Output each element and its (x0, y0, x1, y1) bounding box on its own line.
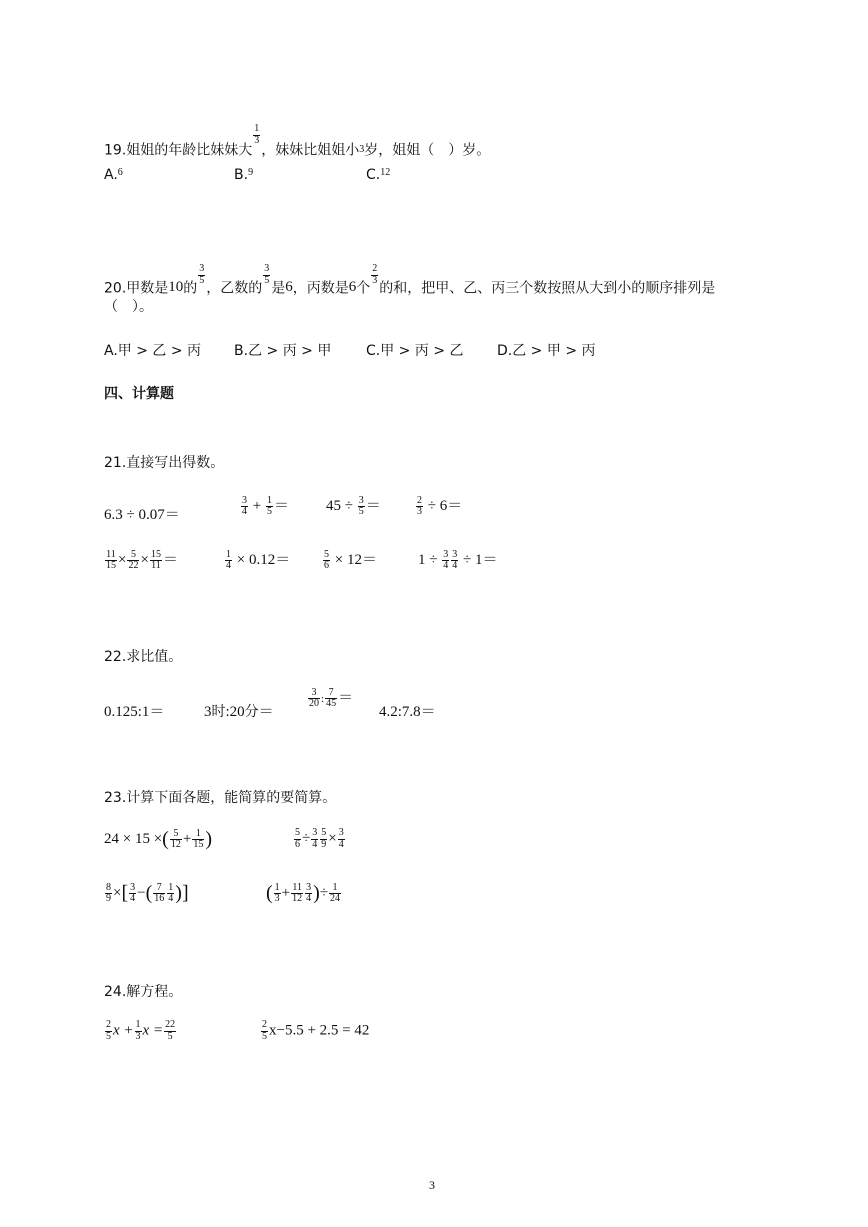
q24-equation-1: $\frac{2}{5}$ x + $\frac{1}{3}$ x = $\frac{22}{5}$ (106, 1019, 176, 1042)
q22-expr-2: 3时:20分＝ (204, 704, 274, 720)
q20-option-a[interactable]: A.甲 > 乙 > 丙 (104, 343, 202, 359)
q24-equation-2: $\frac{2}{5}$ x−5.5 + 2.5 = 42 (262, 1019, 370, 1042)
q20-stem: 20.甲数是10的 $\frac{3}{5}$ ，乙数的 $\frac{3}{5}$ 是6，丙数是6个 $\frac{2}{3}$ 的和，把甲、乙、丙三个数按照从大到小的顺序排列是 (104, 263, 716, 297)
q19-text-a: 19.姐姐的年龄比妹妹大 (104, 142, 253, 159)
q21-expr-5: $\frac{11}{15}$ × $\frac{5}{22}$ × $\frac{15}{11}$ ＝ (106, 548, 178, 572)
q20-blank: （ ）。 (104, 299, 153, 315)
q21-expr-1: 6.3 ÷ 0.07＝ (104, 507, 180, 523)
q20-option-d[interactable]: D.乙 > 甲 > 丙 (497, 343, 596, 359)
q20-option-b[interactable]: B.乙 > 丙 > 甲 (234, 343, 332, 359)
q23-expr-4: ( $\frac{1}{3}$ + $\frac{11}{12}$ $\frac{3}{4}$ )÷ $\frac{1}{24}$ (266, 881, 341, 904)
q19-text-c: 岁，姐姐（ ）岁。 (364, 142, 491, 159)
q19-fraction: $\frac{1}{3}$ (254, 123, 260, 146)
q22-title: 22.求比值。 (104, 649, 183, 665)
q21-expr-3: 45 ÷ $\frac{3}{5}$ ＝ (326, 494, 381, 518)
q23-title: 23.计算下面各题，能简算的要简算。 (104, 790, 337, 806)
q22-expr-1: 0.125:1＝ (104, 704, 165, 720)
q21-expr-7: $\frac{5}{6}$ × 12＝ (324, 548, 377, 572)
q19-text-b: ，妹妹比姐姐小 (261, 142, 360, 159)
q20-fraction-2: $\frac{3}{5}$ (264, 263, 270, 286)
q19-option-c[interactable]: C.$^{12}$ (366, 167, 391, 183)
q20-fraction-1: $\frac{3}{5}$ (199, 263, 205, 286)
q22-expr-4: 4.2:7.8＝ (379, 704, 436, 720)
q20-option-c[interactable]: C.甲 > 丙 > 乙 (366, 343, 464, 359)
q19-number-3: 3 (359, 143, 365, 155)
page-number: 3 (429, 1178, 435, 1192)
q21-expr-2: $\frac{3}{4}$ + $\frac{1}{5}$ ＝ (242, 494, 289, 518)
q21-title: 21.直接写出得数。 (104, 455, 225, 471)
q23-expr-2: $\frac{5}{6}$ ÷ $\frac{3}{4}$ $\frac{5}{9}$ × $\frac{3}{4}$ (295, 827, 344, 850)
q21-expr-8: 1 ÷ $\frac{3}{4}$ $\frac{3}{4}$ ÷ 1＝ (418, 548, 498, 572)
q21-expr-6: $\frac{1}{4}$ × 0.12＝ (226, 548, 291, 572)
q21-expr-4: $\frac{2}{3}$ ÷ 6＝ (417, 494, 463, 518)
q24-title: 24.解方程。 (104, 984, 183, 1000)
q19-option-b[interactable]: B.$^9$ (234, 167, 254, 183)
q19-stem (104, 124, 490, 160)
section-heading: 四、计算题 (104, 386, 174, 402)
q19-option-a[interactable]: A.$^6$ (104, 167, 123, 183)
q22-expr-3: $\frac{3}{20}$ : $\frac{7}{45}$ ＝ (309, 686, 354, 710)
q20-fraction-3: $\frac{2}{3}$ (372, 263, 378, 286)
q23-expr-1: 24 × 15 ×( $\frac{5}{12}$ + $\frac{1}{15}$ ) (104, 827, 212, 850)
q23-expr-3: $\frac{8}{9}$ ×[ $\frac{3}{4}$ −( $\frac{7}{16}$ $\frac{1}{4}$ )] (106, 881, 189, 904)
